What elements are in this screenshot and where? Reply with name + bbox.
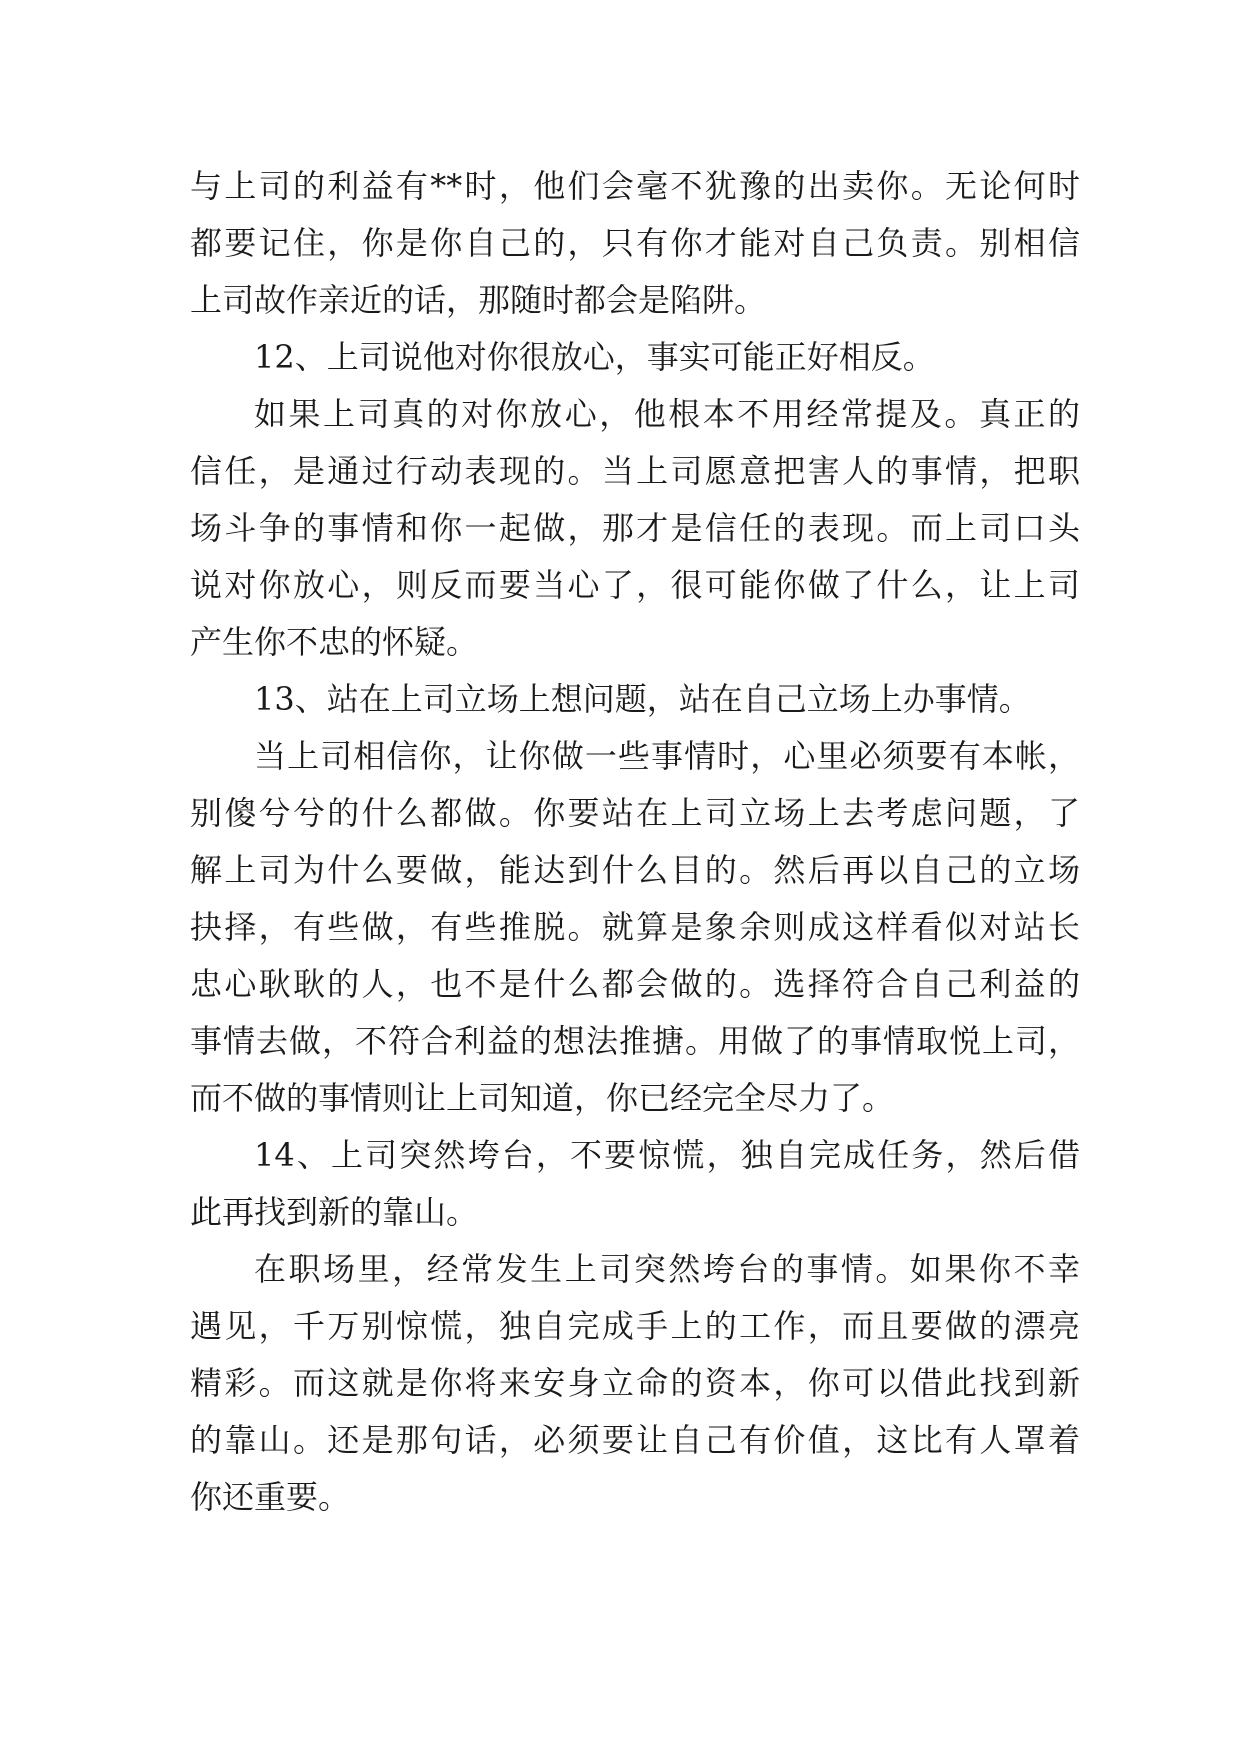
text-line: 说对你放心，则反而要当心了，很可能你做了什么，让上司 (190, 566, 1080, 604)
text-line: 事情去做，不符合利益的想法推搪。用做了的事情取悦上司， (190, 1022, 1080, 1060)
section-heading-14: 14、上司突然垮台，不要惊慌，独自完成任务，然后借 (254, 1136, 1080, 1174)
text-line: 的靠山。还是那句话，必须要让自己有价值，这比有人罩着 (190, 1421, 1080, 1459)
text-line: 当上司相信你，让你做一些事情时，心里必须要有本帐， (254, 737, 1080, 775)
text-line: 精彩。而这就是你将来安身立命的资本，你可以借此找到新 (190, 1364, 1080, 1402)
text-line: 都要记住，你是你自己的，只有你才能对自己负责。别相信 (190, 224, 1080, 262)
text-line: 场斗争的事情和你一起做，那才是信任的表现。而上司口头 (190, 509, 1080, 547)
text-line: 别傻兮兮的什么都做。你要站在上司立场上去考虑问题，了 (190, 794, 1080, 832)
text-line: 遇见，千万别惊慌，独自完成手上的工作，而且要做的漂亮 (190, 1307, 1080, 1345)
text-line: 与上司的利益有**时，他们会毫不犹豫的出卖你。无论何时 (190, 167, 1080, 205)
text-line: 上司故作亲近的话，那随时都会是陷阱。 (190, 281, 767, 319)
text-line: 忠心耿耿的人，也不是什么都会做的。选择符合自己利益的 (190, 965, 1080, 1003)
text-line: 解上司为什么要做，能达到什么目的。然后再以自己的立场 (190, 851, 1080, 889)
text-line: 而不做的事情则让上司知道，你已经完全尽力了。 (190, 1079, 895, 1117)
text-line: 如果上司真的对你放心，他根本不用经常提及。真正的 (254, 395, 1080, 433)
text-line: 抉择，有些做，有些推脱。就算是象余则成这样看似对站长 (190, 908, 1080, 946)
text-line: 此再找到新的靠山。 (190, 1193, 479, 1231)
text-line: 信任，是通过行动表现的。当上司愿意把害人的事情，把职 (190, 452, 1080, 490)
text-line: 产生你不忠的怀疑。 (190, 623, 479, 661)
section-heading-12: 12、上司说他对你很放心，事实可能正好相反。 (254, 338, 935, 376)
text-line: 在职场里，经常发生上司突然垮台的事情。如果你不幸 (254, 1250, 1080, 1288)
text-line: 你还重要。 (190, 1478, 351, 1516)
document-body (190, 158, 1080, 1526)
section-heading-13: 13、站在上司立场上想问题，站在自己立场上办事情。 (254, 680, 1031, 718)
